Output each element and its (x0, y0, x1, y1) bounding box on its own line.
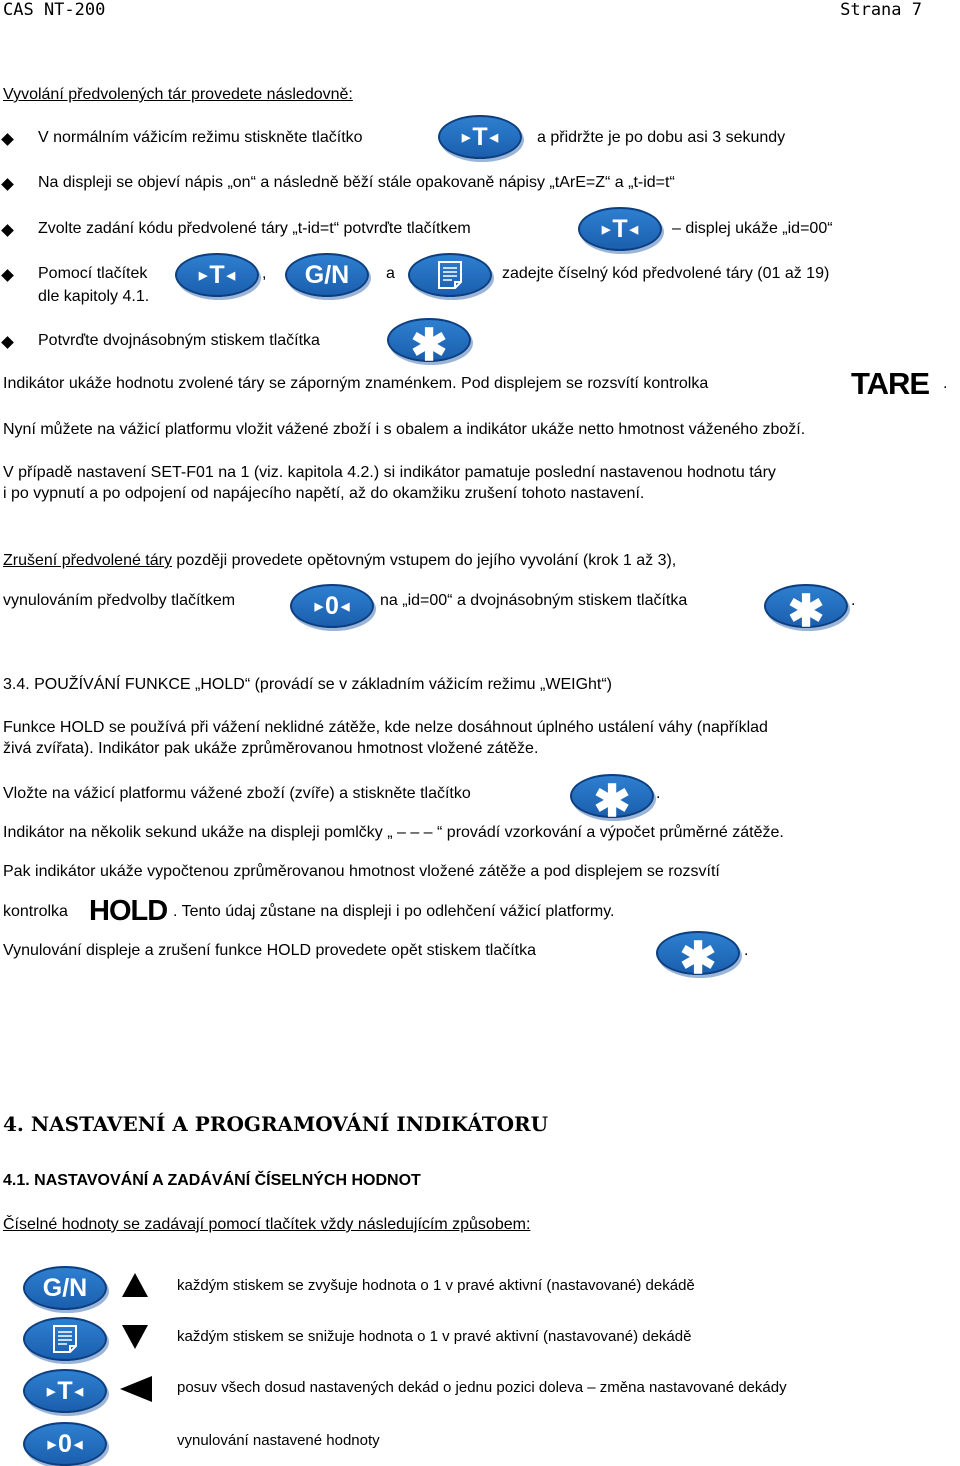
legend-row-4: vynulování nastavené hodnoty (177, 1432, 380, 1449)
legend-row-3: posuv všech dosud nastavených dekád o jednu pozici doleva – změna nastavované dekády (177, 1379, 787, 1396)
step3-text-b: – displej ukáže „id=00“ (672, 220, 833, 237)
and-text: a (386, 265, 395, 282)
hold-heading: 3.4. POUŽÍVÁNÍ FUNKCE „HOLD“ (provádí se v základním vážicím režimu „WEIGht“) (3, 676, 613, 693)
bullet-icon (1, 178, 14, 191)
p1-text: Indikátor ukáže hodnotu zvolené táry se záporným znaménkem. Pod displejem se rozsvítí kontrolka (3, 375, 709, 392)
bullet-icon (1, 224, 14, 237)
hold-p5a: kontrolka (3, 903, 68, 920)
hold-p5b: . Tento údaj zůstane na displeji i po odlehčení vážicí platformy. (173, 903, 615, 920)
intro-text: Vyvolání předvolených tár provedete následovně: (3, 86, 353, 103)
dot: . (744, 942, 749, 959)
left-arrow-icon (120, 1376, 152, 1402)
cancel-line2: vynulováním předvolby tlačítkem (3, 592, 236, 609)
hold-p1b: živá zvířata). Indikátor pak ukáže zprůměrovanou hmotnost vložené zátěže. (3, 740, 539, 757)
print-key-icon (23, 1317, 107, 1361)
star-key-icon: ✱ (764, 584, 848, 628)
header-right: Strana 7 (840, 0, 922, 20)
hold-indicator-label: HOLD (89, 895, 168, 927)
legend-row-1: každým stiskem se zvyšuje hodnota o 1 v pravé aktivní (nastavované) dekádě (177, 1277, 695, 1294)
hold-p1a: Funkce HOLD se používá při vážení neklidné zátěže, kde nelze dosáhnout úplného ustálení váhy (například (3, 719, 768, 736)
dot: . (656, 785, 661, 802)
dot: . (943, 375, 948, 392)
step4-text-c: dle kapitoly 4.1. (38, 288, 150, 305)
tare-key-icon: ▶ T ◀ (578, 207, 662, 251)
section4-title: 4. NASTAVENÍ A PROGRAMOVÁNÍ INDIKÁTORU (3, 1112, 549, 1136)
gn-key-icon: G/N (285, 253, 369, 297)
gn-key-icon: G/N (23, 1266, 107, 1310)
bullet-icon (1, 336, 14, 349)
tare-indicator-label: TARE (851, 366, 930, 401)
legend-row-2: každým stiskem se snižuje hodnota o 1 v pravé aktivní (nastavované) dekádě (177, 1328, 692, 1345)
sub41-title: 4.1. NASTAVOVÁNÍ A ZADÁVÁNÍ ČÍSELNÝCH HODNOT (3, 1172, 421, 1189)
step5-text: Potvrďte dvojnásobným stiskem tlačítka (38, 332, 320, 349)
step3-text: Zvolte zadání kódu předvolené táry „t-id=t“ potvrďte tlačítkem (38, 220, 471, 237)
tare-key-icon: ▶ T ◀ (438, 115, 522, 159)
tare-key-icon: ▶ T ◀ (175, 253, 259, 297)
star-key-icon: ✱ (656, 931, 740, 975)
up-arrow-icon (122, 1273, 148, 1297)
step1-text: V normálním vážicím režimu stiskněte tlačítko (38, 129, 363, 146)
bullet-icon (1, 269, 14, 282)
hold-p4: Pak indikátor ukáže vypočtenou zprůměrovanou hmotnost vložené zátěže a pod displejem se rozsvítí (3, 863, 720, 880)
step1-text-b: a přidržte je po dobu asi 3 sekundy (537, 129, 786, 146)
cancel-line2-b: na „id=00“ a dvojnásobným stiskem tlačítka (380, 592, 688, 609)
hold-p6: Vynulování displeje a zrušení funkce HOLD provedete opět stiskem tlačítka (3, 942, 537, 959)
bullet-icon (1, 133, 14, 146)
comma: , (262, 265, 267, 282)
cancel-line1: Zrušení předvolené táry později provedete opětovným vstupem do jejího vyvolání (krok 1 až 3), (3, 552, 677, 569)
down-arrow-icon (122, 1325, 148, 1349)
p3b-text: i po vypnutí a po odpojení od napájecího napětí, až do okamžiku zrušení tohoto nastavení. (3, 485, 645, 502)
p3a-text: V případě nastavení SET-F01 na 1 (viz. kapitola 4.2.) si indikátor pamatuje poslední nastavenou hodnotu táry (3, 464, 776, 481)
star-key-icon: ✱ (570, 774, 654, 818)
step2-text: Na displeji se objeví nápis „on“ a následně běží stále opakovaně nápisy „tArE=Z“ a „t-id=t“ (38, 174, 675, 191)
zero-key-icon: ▶ 0 ◀ (290, 584, 374, 628)
print-key-icon (408, 253, 492, 297)
step4-text-b: zadejte číselný kód předvolené táry (01 až 19) (502, 265, 830, 282)
zero-key-icon: ▶ 0 ◀ (23, 1422, 107, 1466)
p2-text: Nyní můžete na vážicí platformu vložit vážené zboží i s obalem a indikátor ukáže netto hmotnost váženého zboží. (3, 421, 806, 438)
tare-key-icon: ▶ T ◀ (23, 1369, 107, 1413)
star-key-icon: ✱ (387, 318, 471, 362)
step4-text: Pomocí tlačítek (38, 265, 148, 282)
hold-p2: Vložte na vážicí platformu vážené zboží (zvíře) a stiskněte tlačítko (3, 785, 471, 802)
dot: . (851, 592, 856, 609)
hold-p3: Indikátor na několik sekund ukáže na displeji pomlčky „ – – – “ provádí vzorkování a výpočet průměrné zátěže. (3, 824, 784, 841)
sub41-intro: Číselné hodnoty se zadávají pomocí tlačítek vždy následujícím způsobem: (3, 1216, 531, 1233)
header-left: CAS NT-200 (3, 0, 106, 20)
